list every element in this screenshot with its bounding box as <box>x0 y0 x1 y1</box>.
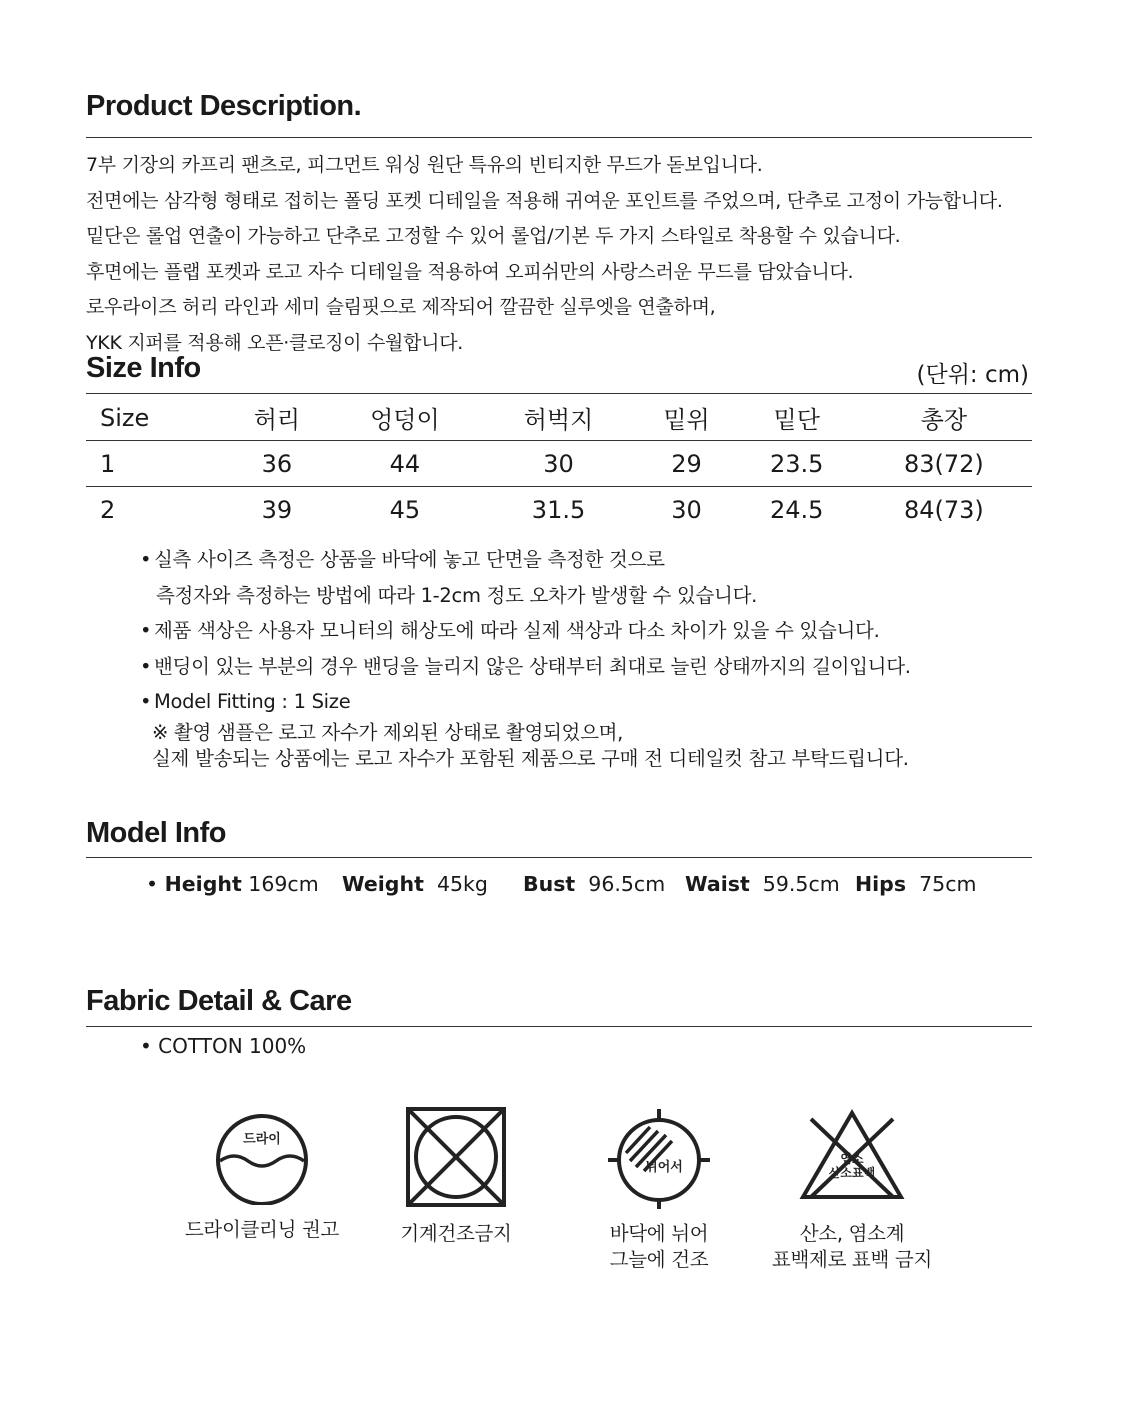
header-cell: 허리 <box>253 406 301 434</box>
note-item: ※ 촬영 샘플은 로고 자수가 제외된 상태로 촬영되었으며, <box>152 720 624 744</box>
dry-clean-icon <box>212 1105 312 1205</box>
table-cell: 83(72) <box>903 449 984 478</box>
care-label: 기계건조금지 <box>400 1222 512 1245</box>
model-stat-hips: Hips 75cm <box>855 872 977 896</box>
care-label: 산소, 염소계 표백제로 표백 금지 <box>771 1222 933 1271</box>
divider <box>86 857 1032 858</box>
note-item: • 밴딩이 있는 부분의 경우 밴딩을 늘리지 않은 상태부터 최대로 늘린 상태까지의 길이입니다. <box>140 654 911 678</box>
header-cell: 총장 <box>920 406 968 434</box>
care-item-dry-flat-shade <box>559 1105 759 1273</box>
table-row <box>86 441 1032 487</box>
no-bleach-icon <box>797 1105 907 1209</box>
note-item: 실제 발송되는 상품에는 로고 자수가 포함된 제품으로 구매 전 디테일컷 참고 부탁드립니다. <box>152 746 909 770</box>
divider <box>86 393 1032 394</box>
table-cell: 2 <box>100 495 116 524</box>
description-line: YKK 지퍼를 적용해 오픈·클로징이 수월합니다. <box>86 331 463 354</box>
model-stat-height: • Height 169cm <box>146 872 319 896</box>
table-cell: 30 <box>543 449 574 478</box>
size-notes <box>140 542 1040 772</box>
size-table <box>86 395 1032 532</box>
table-cell: 44 <box>389 449 421 478</box>
header-cell: 밑위 <box>663 406 710 434</box>
model-info-title: Model Info <box>86 817 226 849</box>
description-line: 로우라이즈 허리 라인과 세미 슬림핏으로 제작되어 깔끔한 실루엣을 연출하며, <box>86 296 716 318</box>
care-item-no-bleach <box>752 1105 952 1273</box>
table-cell: 31.5 <box>531 495 586 524</box>
size-info-title: Size Info <box>86 352 201 384</box>
divider <box>86 137 1032 138</box>
table-cell: 45 <box>389 495 421 524</box>
note-item: • 제품 색상은 사용자 모니터의 해상도에 따라 실제 색상과 다소 차이가 있을 수 있습니다. <box>140 619 880 642</box>
header-cell: 밑단 <box>773 406 820 434</box>
svg-text:뉘어서: 뉘어서 <box>645 1160 683 1175</box>
fabric-composition: • COTTON 100% <box>140 1034 307 1058</box>
no-tumble-dry-icon <box>404 1105 508 1209</box>
table-cell: 29 <box>671 449 702 478</box>
header-cell: 허벅지 <box>523 406 594 434</box>
care-item-dry-clean <box>162 1105 362 1243</box>
product-description-title: Product Description. <box>86 90 362 122</box>
table-cell: 39 <box>261 495 293 524</box>
note-item: 측정자와 측정하는 방법에 따라 1-2cm 정도 오차가 발생할 수 있습니다. <box>156 583 758 607</box>
description-line: 전면에는 삼각형 형태로 접히는 폴딩 포켓 디테일을 적용해 귀여운 포인트를 주었으며, 단추로 고정이 가능합니다. <box>86 189 1003 212</box>
note-item: • Model Fitting : 1 Size <box>140 690 351 713</box>
table-row <box>86 487 1032 533</box>
table-cell: 1 <box>100 449 116 478</box>
svg-text:염소: 염소 <box>840 1152 864 1166</box>
care-label: 바닥에 뉘어 그늘에 건조 <box>609 1222 709 1271</box>
svg-text:산소표백: 산소표백 <box>828 1166 876 1180</box>
divider <box>86 1026 1032 1027</box>
table-cell: 23.5 <box>770 449 824 478</box>
svg-text:드라이: 드라이 <box>243 1132 281 1147</box>
model-stat-weight: Weight 45kg <box>342 872 488 896</box>
header-cell: Size <box>100 403 150 432</box>
table-cell: 24.5 <box>770 495 824 524</box>
size-table-header <box>86 395 1032 441</box>
table-cell: 36 <box>261 449 293 478</box>
description-line: 밑단은 롤업 연출이 가능하고 단추로 고정할 수 있어 롤업/기본 두 가지 스타일로 착용할 수 있습니다. <box>86 225 901 247</box>
note-item: • 실측 사이즈 측정은 상품을 바닥에 놓고 단면을 측정한 것으로 <box>140 548 665 571</box>
unit-label: (단위: cm) <box>916 362 1029 388</box>
table-cell: 30 <box>671 495 702 524</box>
care-item-no-tumble-dry <box>356 1105 556 1247</box>
product-description-text <box>86 148 1106 361</box>
header-cell: 엉덩이 <box>370 406 440 434</box>
description-line: 후면에는 플랩 포켓과 로고 자수 디테일을 적용하여 오피쉬만의 사랑스러운 무드를 담았습니다. <box>86 260 854 283</box>
model-stat-waist: Waist 59.5cm <box>685 872 840 896</box>
description-line: 7부 기장의 카프리 팬츠로, 피그먼트 워싱 원단 특유의 빈티지한 무드가 돋보입니다. <box>86 154 763 176</box>
fabric-title: Fabric Detail & Care <box>86 985 352 1017</box>
dry-flat-shade-icon <box>604 1105 714 1209</box>
model-stat-bust: Bust 96.5cm <box>523 872 666 896</box>
care-label: 드라이클리닝 권고 <box>184 1218 340 1241</box>
table-cell: 84(73) <box>903 495 984 524</box>
